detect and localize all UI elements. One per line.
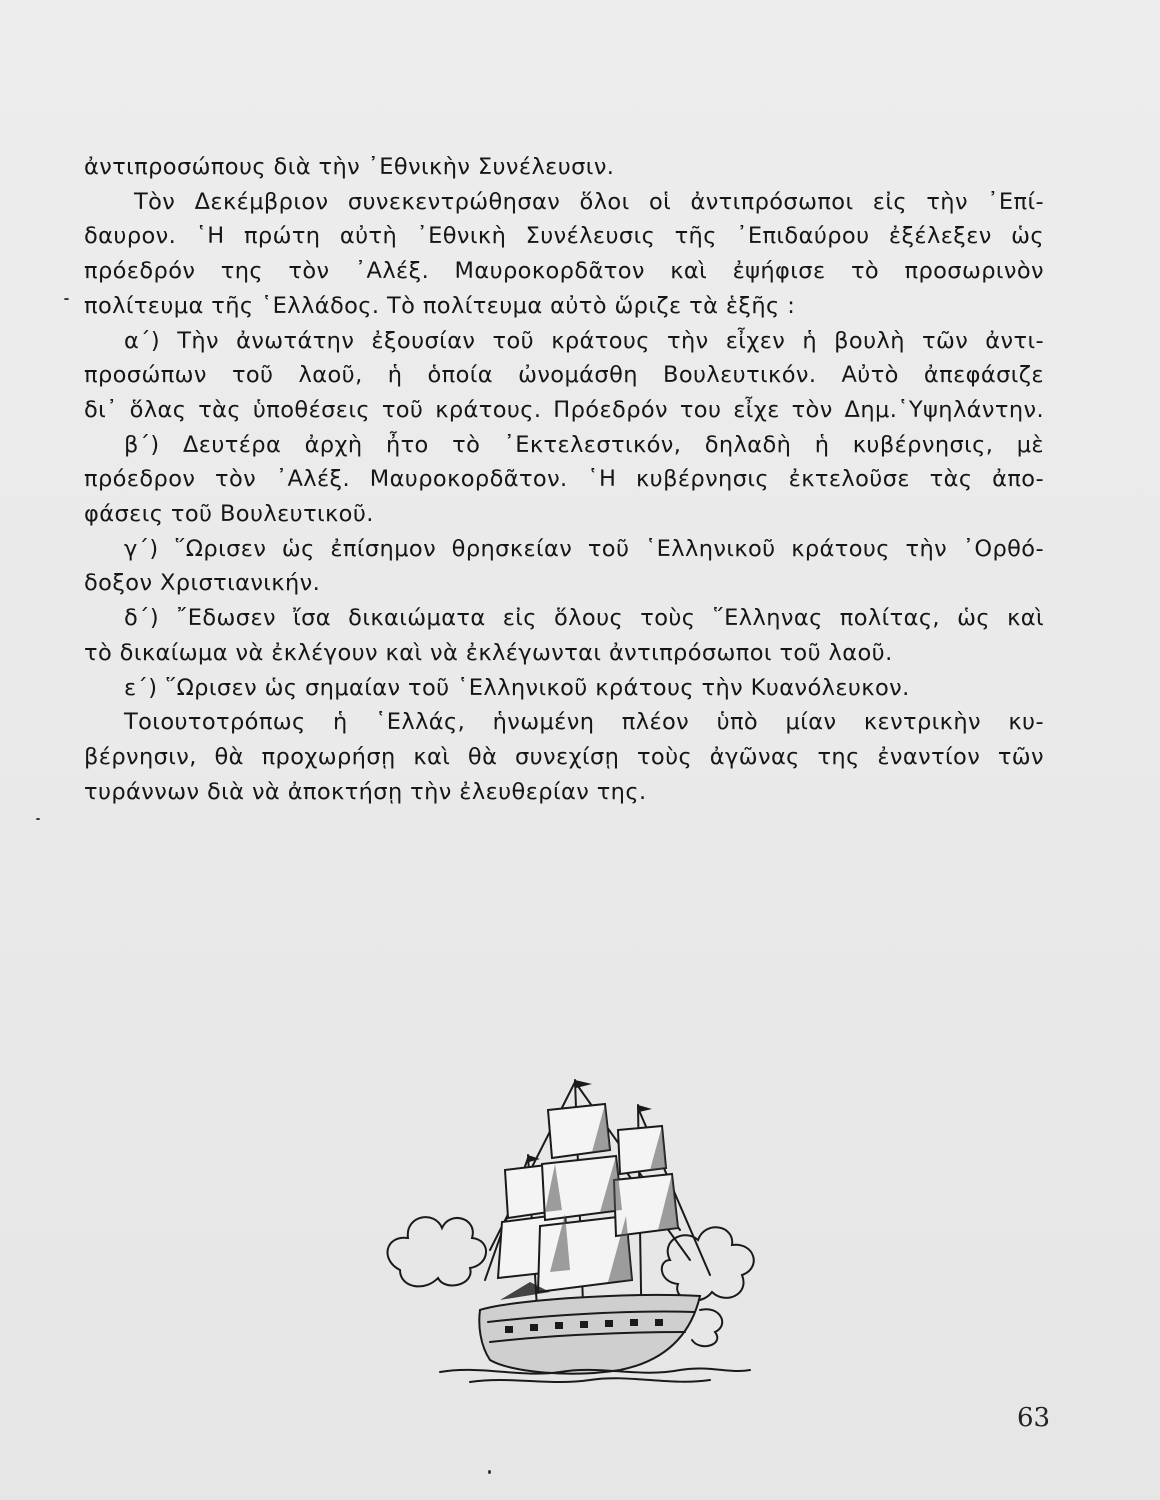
text-line: β΄) Δευτέρα ἀρχὴ ἦτο τὸ ᾿Εκτελεστικόν, δηλαδὴ ἡ κυβέρνησις, μὲ [124,431,1044,458]
text-line: βέρνησιν, θὰ προχωρήσῃ καὶ θὰ συνεχίσῃ τοὺς ἀγῶνας της ἐναντίον τῶν [84,743,1044,770]
text-line: δαυρον. ῾Η πρώτη αὐτὴ ᾿Εθνικὴ Συνέλευσις τῆς ᾿Επιδαύρου ἐξέλεξεν ὡς [84,223,1044,250]
body-text [84,150,1044,809]
text-line: Τὸν Δεκέμβριον συνεκεντρώθησαν ὅλοι οἱ ἀντιπρόσωποι εἰς τὴν ᾿Επί- [134,188,1044,215]
scan-speck [64,298,69,300]
text-line: α΄) Τὴν ἀνωτάτην ἐξουσίαν τοῦ κράτους τὴν εἶχεν ἡ βουλὴ τῶν ἀντι- [124,327,1044,354]
scan-speck [36,818,40,820]
text-line: γ΄) ῞Ωρισεν ὡς ἐπίσημον θρησκείαν τοῦ ῾Ελληνικοῦ κράτους τὴν ᾿Ορθό- [124,535,1044,562]
sailing-ship-icon [380,1060,780,1390]
smoke-cloud-left [388,1217,487,1286]
scan-speck [488,1470,491,1474]
smoke-cloud-right [662,1227,754,1300]
text-line: δοξον Χριστιανικήν. [84,570,321,597]
text-line: πρόεδρόν της τὸν ᾿Αλέξ. Μαυροκορδᾶτον καὶ ἐψήφισε τὸ προσωρινὸν [84,258,1044,285]
text-line: φάσεις τοῦ Βουλευτικοῦ. [84,501,374,528]
ship-illustration [380,1060,780,1390]
text-line: τυράννων διὰ νὰ ἀποκτήσῃ τὴν ἐλευθερίαν της. [84,778,647,805]
text-line: ε΄) ῞Ωρισεν ὡς σημαίαν τοῦ ῾Ελληνικοῦ κράτους τὴν Κυανόλευκον. [124,674,910,701]
text-line: ἀντιπροσώπους διὰ τὴν ᾿Εθνικὴν Συνέλευσιν. [84,154,615,180]
text-line: δι᾿ ὅλας τὰς ὑποθέσεις τοῦ κράτους. Πρόεδρόν του εἶχε τὸν Δημ.῾Υψηλάντην. [84,396,1044,423]
text-line: δ΄) ῎Εδωσεν ἴσα δικαιώματα εἰς ὅλους τοὺς ῞Ελληνας πολίτας, ὡς καὶ [124,605,1044,632]
text-line: Τοιουτοτρόπως ἡ ῾Ελλάς, ἡνωμένη πλέον ὑπὸ μίαν κεντρικὴν κυ- [124,709,1044,736]
text-line: προσώπων τοῦ λαοῦ, ἡ ὁποία ὠνομάσθη Βουλευτικόν. Αὐτὸ ἀπεφάσιζε [84,362,1044,389]
text-line: πρόεδρον τὸν ᾿Αλέξ. Μαυροκορδᾶτον. ῾Η κυβέρνησις ἐκτελοῦσε τὰς ἀπο- [84,466,1044,493]
text-line: πολίτευμα τῆς ῾Ελλάδος. Τὸ πολίτευμα αὐτὸ ὥριζε τὰ ἑξῆς : [84,292,796,319]
page-number: 63 [1017,1403,1051,1433]
text-line: τὸ δικαίωμα νὰ ἐκλέγουν καὶ νὰ ἐκλέγωνται ἀντιπρόσωποι τοῦ λαοῦ. [84,639,893,666]
